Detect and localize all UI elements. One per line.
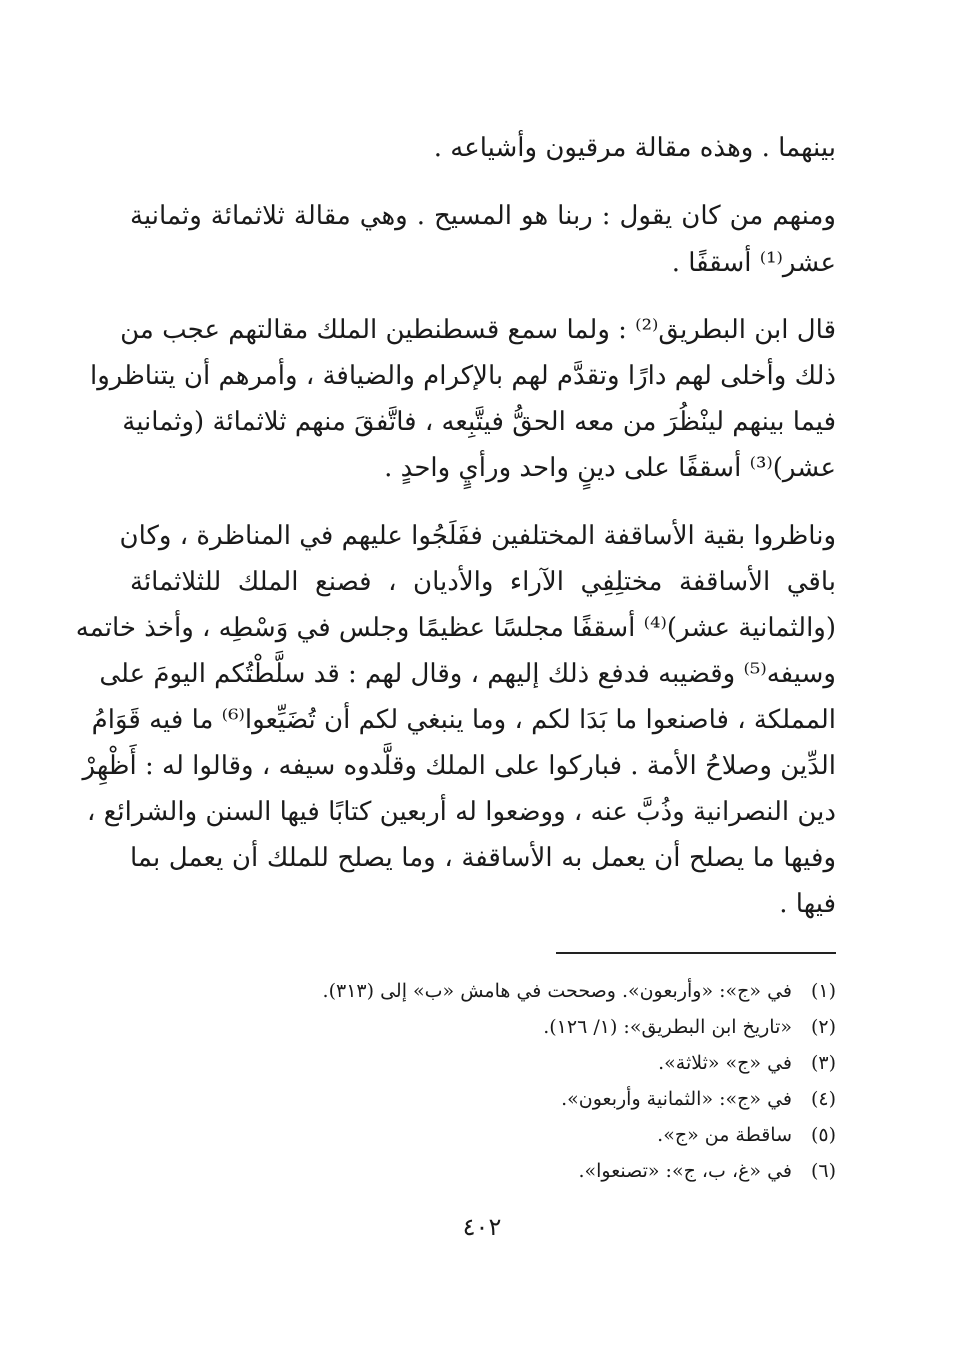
footnote-number: (٢) [810,1016,836,1038]
footnote-text: ساقطة من «ج». [657,1124,792,1146]
paragraph-4-line-7: دين النصرانية وذُبَّ عنه ، ووضعوا له أربعين كتابًا فيها السنن والشرائع ، [86,797,836,827]
paragraph-4-line-9: فيها . [779,889,836,919]
footnote-1 [323,976,836,1006]
footnote-text: في «ج»: «وأربعون». وصححت في هامش «ب» إلى (٣١٣). [322,980,792,1002]
footnote-2 [543,1012,836,1042]
paragraph-4-line-6: الدِّين وصلاحُ الأمة . فباركوا على الملك وقلَّدوه سيفه ، وقالوا له : أَظْهِرْ [82,751,836,781]
paragraph-4-line-8: وفيها ما يصلح أن يعمل به الأساقفة ، وما يصلح للملك أن يعمل بما [130,843,836,873]
paragraph-4-line-4: وسيفه⁽⁵⁾ وقضيبه فدفع ذلك إليهم ، وقال لهم : قد سلَّطْتُكم اليومَ على [99,659,836,689]
paragraph-3-line-3: فيما بينهم لينْظُرَ من معه الحقُّ فيتَّبِعه ، فاتَّفقَ منهم ثلاثمائة (وثمانية [122,407,836,437]
footnote-text: في «غ، ب، ج»: «تصنعوا». [578,1160,792,1182]
paragraph-3-line-4: عشر)⁽³⁾ أسقفًا على دينٍ واحد ورأيٍ واحدٍ . [384,453,836,483]
paragraph-4-line-3: (والثمانية عشر)⁽⁴⁾ أسقفًا مجلسًا عظيمًا وجلس في وَسْطِه ، وأخذ خاتمه [75,613,836,643]
paragraph-4-line-2: باقي الأساقفة مختلِفِي الآراء والأديان ، فصنع الملك للثلاثمائة [130,567,836,597]
paragraph-3-line-1: قال ابن البطريق⁽²⁾ : ولما سمع قسطنطين الملك مقالتهم عجب من [120,315,836,345]
footnote-separator [556,952,836,954]
page-number: ٤٠٢ [462,1213,502,1241]
footnote-4 [561,1084,836,1114]
footnote-text: في «ج»: «الثمانية وأربعون». [561,1088,792,1110]
paragraph-4-line-5: المملكة ، فاصنعوا ما بَدَا لكم ، وما ينبغي لكم أن تُضَيِّعوا⁽⁶⁾ ما فيه قَوَامُ [91,705,836,735]
footnote-number: (٦) [810,1160,836,1182]
footnote-number: (١) [810,980,836,1002]
paragraph-3-line-2: ذلك وأخلى لهم دارًا وتقدَّم لهم بالإكرام والضيافة ، وأمرهم أن يتناظروا [89,361,836,391]
paragraph-1-line-1: بينهما . وهذه مقالة مرقيون وأشياعه . [433,133,836,163]
footnote-number: (٥) [810,1124,836,1146]
footnote-number: (٣) [810,1052,836,1074]
footnote-text: في «ج» «ثلاثة». [658,1052,792,1074]
footnote-6 [578,1156,836,1186]
footnote-text: «تاريخ ابن البطريق»: (١/ ١٢٦). [543,1016,792,1038]
footnote-3 [658,1048,836,1078]
footnote-5 [657,1120,836,1150]
paragraph-2-line-2: عشر⁽¹⁾ أسقفًا . [671,248,836,278]
footnote-number: (٤) [810,1088,836,1110]
paragraph-4-line-1: وناظروا بقية الأساقفة المختلفين ففَلَجُوا عليهم في المناظرة ، وكان [119,521,836,551]
paragraph-2-line-1: ومنهم من كان يقول : ربنا هو المسيح . وهي مقالة ثلاثمائة وثمانية [130,201,836,231]
